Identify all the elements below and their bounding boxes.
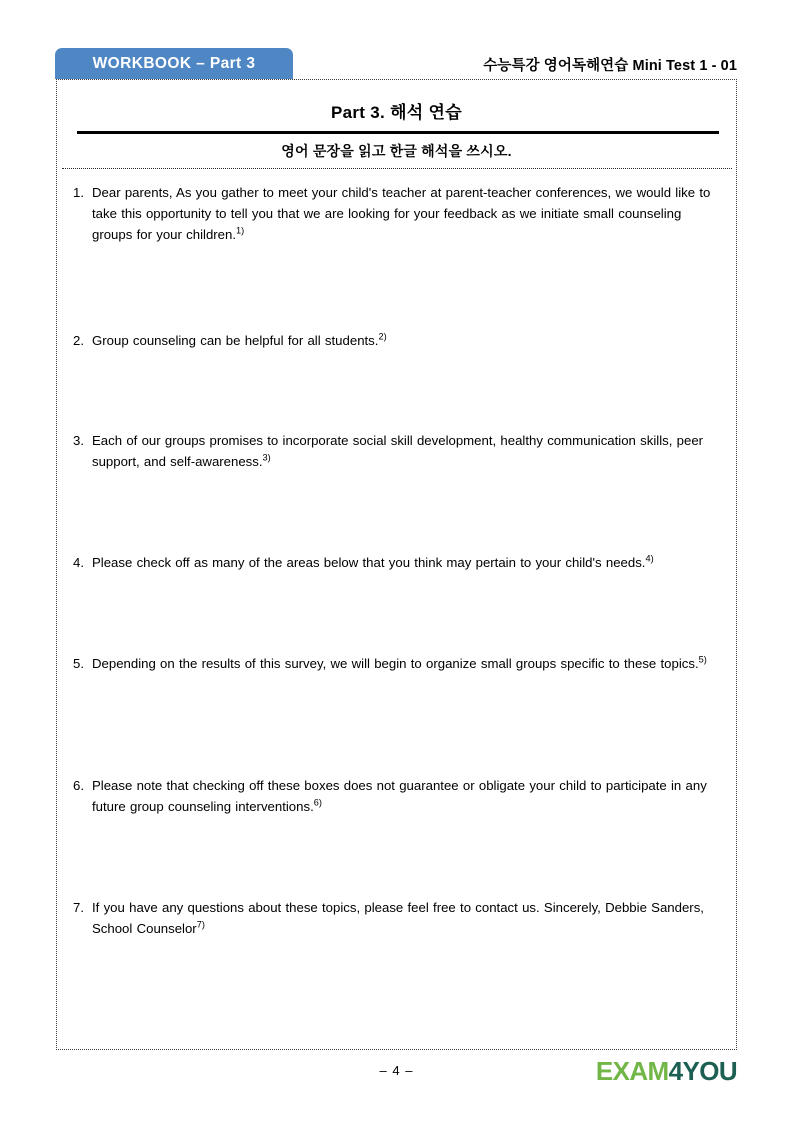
sentence-body: Please check off as many of the areas below that you think may pertain to your child's needs. [92,555,646,570]
sentence-note: 6) [313,797,322,808]
page-header [0,0,793,80]
sentence-note: 2) [378,331,387,342]
list-item-text [92,333,387,348]
list-item-number: 4. [73,555,84,570]
list-item-text [92,555,654,570]
sentence-body: If you have any questions about these topics, please feel free to contact us. Sincerely, Debbie Sanders, School Counselor [92,900,704,936]
instruction-text: 영어 문장을 읽고 한글 해석을 쓰시오. [281,143,512,159]
instruction-divider-dotted [62,168,732,169]
brand-logo [596,1056,737,1087]
title-block [56,79,737,159]
sentence-note: 3) [262,452,271,463]
list-item-number: 1. [73,185,84,200]
sentence-note: 5) [698,654,707,665]
list-item [56,182,737,245]
list-item-text [92,778,707,814]
sentence-note: 4) [645,553,654,564]
sentence-body: Group counseling can be helpful for all students. [92,333,379,348]
brand-logo-4you: 4YOU [668,1056,737,1086]
header-title: 수능특강 영어독해연습 Mini Test 1 - 01 [483,58,737,74]
list-item-text [92,900,704,936]
list-item [56,430,737,472]
list-item [56,330,737,351]
sentence-body: Each of our groups promises to incorporate social skill development, healthy communication skills, peer support, and self-awareness. [92,433,704,469]
list-item-number: 7. [73,900,84,915]
list-item [56,552,737,573]
page-footer [0,1050,793,1121]
list-item-number: 2. [73,333,84,348]
list-item-number: 6. [73,778,84,793]
list-item-number: 5. [73,656,84,671]
list-item [56,897,737,939]
list-item [56,653,737,674]
page-title: Part 3. 해석 연습 [330,103,462,122]
list-item-text [92,185,710,242]
workbook-badge-label: WORKBOOK – Part 3 [92,55,256,72]
title-divider-thick [77,131,719,134]
page-number: – 4 – [379,1063,414,1078]
sentence-body: Depending on the results of this survey, we will begin to organize small groups specific to these topics. [92,656,699,671]
workbook-badge [55,48,293,79]
sentence-note: 1) [236,225,245,236]
list-item-number: 3. [73,433,84,448]
list-item-text [92,433,703,469]
sentence-body: Dear parents, As you gather to meet your child's teacher at parent-teacher conferences, we would like to take this opportunity to tell you that we are looking for your feedback as we initiate small counseling groups for your children. [92,185,711,242]
brand-logo-exam: EXAM [595,1056,669,1086]
sentence-body: Please note that checking off these boxes does not guarantee or obligate your child to participate in any future group counseling interventions. [92,778,707,814]
list-item-text [92,656,707,671]
list-item [56,775,737,817]
sentence-note: 7) [196,919,205,930]
